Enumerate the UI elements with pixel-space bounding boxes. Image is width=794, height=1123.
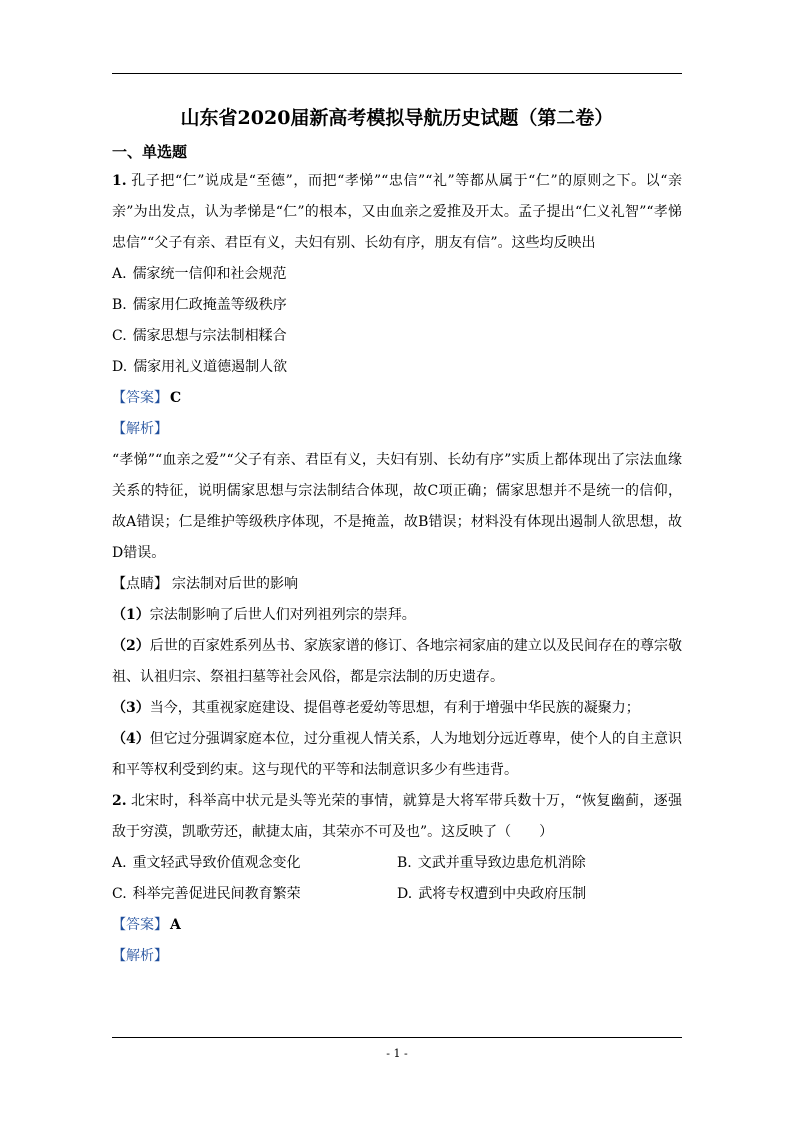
option-key: B. [112, 297, 127, 313]
option-a [112, 848, 397, 879]
point-number: （2） [112, 638, 150, 654]
option-b [112, 290, 682, 321]
option-key: D. [112, 359, 128, 375]
option-key: D. [397, 886, 413, 902]
option-text: 文武并重导致边患危机消除 [417, 855, 586, 871]
question-2-stem [112, 786, 682, 848]
analysis-text: “孝悌”“血亲之爱”“父子有亲、君臣有义，夫妇有别、长幼有序”实质上都体现出了宗法血缘关系的特征，说明儒家思想与宗法制结合体现，故C项正确；儒家思想并不是统一的信仰，故A错误；仁是维护等级秩序体现，不是掩盖，故B错误；材料没有体现出遏制人欲思想，故D错误。 [112, 452, 682, 561]
question-stem-text: 北宋时，科举高中状元是头等光荣的事情，就算是大将军带兵数十万，“恢复幽蓟，逐强敌于穷漠，凯歌劳还，献捷太庙，其荣亦不可及也”。这反映了（ ） [112, 793, 682, 840]
option-text: 儒家用礼义道德遏制人欲 [133, 359, 288, 375]
dianjing-text: 宗法制对后世的影响 [172, 576, 298, 592]
option-text: 儒家用仁政掩盖等级秩序 [132, 297, 287, 313]
point-text: 后世的百家姓系列丛书、家族家谱的修订、各地宗祠家庙的建立以及民间存在的尊宗敬祖、认祖归宗、祭祖扫墓等社会风俗，都是宗法制的历史遗存。 [112, 638, 682, 685]
dianjing-line [112, 569, 682, 600]
option-text: 儒家思想与宗法制相糅合 [132, 328, 287, 344]
question-1 [112, 166, 682, 786]
document-body [112, 98, 682, 972]
question-1-stem [112, 166, 682, 259]
answer-value: A [170, 917, 181, 933]
question-2 [112, 786, 682, 972]
question-stem-text: 孔子把“仁”说成是“至德”，而把“孝悌”“忠信”“礼”等都从属于“仁”的原则之下。以“亲亲”为出发点，认为孝悌是“仁”的根本，又由血亲之爱推及开太。孟子提出“仁义礼智”“孝悌忠信”“父子有亲、君臣有义，夫妇有别、长幼有序，朋友有信”。这些均反映出 [112, 173, 682, 251]
answer-label: 【答案】 [112, 917, 168, 933]
option-key: B. [397, 855, 412, 871]
option-a [112, 259, 682, 290]
option-c [112, 321, 682, 352]
point-number: （3） [112, 700, 150, 716]
option-d [112, 352, 682, 383]
point-text: 当今，其重视家庭建设、提倡尊老爱幼等思想，有利于增强中华民族的凝聚力； [149, 700, 640, 716]
option-key: A. [112, 266, 127, 282]
option-text: 科举完善促进民间教育繁荣 [132, 886, 301, 902]
point-number: （1） [112, 607, 150, 623]
point-4 [112, 724, 682, 786]
point-3 [112, 693, 682, 724]
option-row [112, 879, 682, 910]
dianjing-label: 【点睛】 [112, 576, 168, 592]
analysis-label: 【解析】 [112, 421, 168, 437]
footer-rule [112, 1037, 682, 1038]
point-text: 但它过分强调家庭本位，过分重视人情关系，人为地划分远近尊卑，使个人的自主意识和平等权利受到约束。这与现代的平等和法制意识多少有些违背。 [112, 731, 682, 778]
question-number: 2. [112, 793, 127, 809]
analysis-label: 【解析】 [112, 948, 168, 964]
option-row [112, 848, 682, 879]
option-text: 儒家统一信仰和社会规范 [132, 266, 287, 282]
answer-value: C [170, 390, 182, 406]
answer-line [112, 383, 682, 414]
option-d [397, 879, 682, 910]
answer-line [112, 910, 682, 941]
option-key: A. [112, 855, 127, 871]
answer-label: 【答案】 [112, 390, 168, 406]
document-title: 山东省2020届新高考模拟导航历史试题（第二卷） [180, 107, 614, 129]
point-1 [112, 600, 682, 631]
option-c [112, 879, 397, 910]
point-text: 宗法制影响了后世人们对列祖列宗的崇拜。 [149, 607, 416, 623]
option-b [397, 848, 682, 879]
question-number: 1. [112, 173, 127, 189]
point-2 [112, 631, 682, 693]
section-heading: 一、单选题 [112, 143, 188, 161]
option-key: C. [112, 328, 127, 344]
option-key: C. [112, 886, 127, 902]
option-text: 重文轻武导致价值观念变化 [132, 855, 301, 871]
point-number: （4） [112, 731, 150, 747]
page-number: - 1 - [386, 1047, 408, 1060]
header-rule [112, 73, 682, 74]
option-text: 武将专权遭到中央政府压制 [418, 886, 587, 902]
